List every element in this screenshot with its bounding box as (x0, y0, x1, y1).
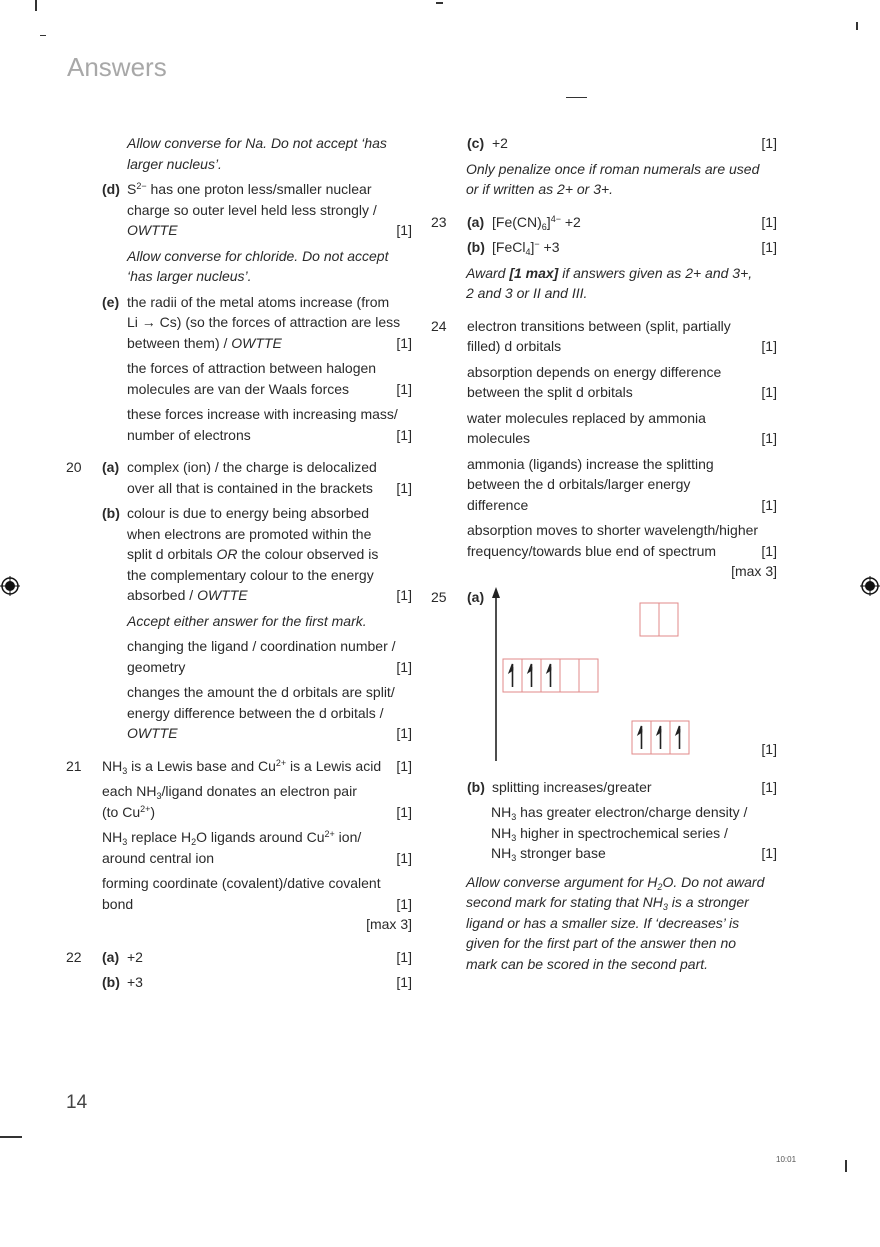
mark-badge: [1] (396, 757, 412, 774)
page-number: 14 (66, 1092, 88, 1113)
crop-mark (566, 97, 587, 98)
question-21: 21 $NH_3$ is a Lewis base and $Cu^{2+}$ is a Lewis acid [1] each $NH_3$/ligand donates an electron pair (to $Cu^{2+}$) [1] $NH_3$ replace $H_2O$ ligands around $Cu^{2+}$ ion/ around central ion [1] forming coordinate (covalent)/dative covalent bond [1] [max 3] (66, 756, 412, 935)
part-label: (c) (467, 135, 485, 151)
part-label: (a) (102, 459, 120, 475)
mark-badge: [1] (761, 338, 777, 354)
mark-badge: [1] (761, 213, 777, 230)
part-label: (b) (102, 505, 120, 521)
question-number: 23 (431, 213, 447, 230)
crop-mark (40, 35, 46, 36)
crop-mark (856, 22, 858, 30)
mark-badge: [1] (761, 740, 777, 757)
max-marks: [max 3] (731, 563, 777, 579)
question-25-b: (b) splitting increases/greater [1] (431, 777, 777, 798)
mark-badge: [1] (396, 334, 412, 351)
mark-badge: [1] (396, 849, 412, 866)
converse-argument-note: Allow converse argument for $H_2O$. Do not award second mark for stating that $NH_3$ is a stronger ligand or has a smaller size. If ‘decreases’ is given for the first part of the answer then no mark can be scored in the second part. (466, 873, 765, 972)
orbital-box (579, 659, 598, 692)
mark-badge: [1] (396, 380, 412, 397)
electron-arrow-icon (529, 664, 532, 687)
crop-mark (845, 1160, 847, 1172)
electron-arrow-icon (510, 664, 513, 687)
question-24: 24 electron transitions between (split, partially filled) d orbitals [1] absorption depends on energy difference between the split d orbitals [1] water molecules replaced by ammonia molecules [1] ammonia (ligands) increase the splitting between the d orbitals/larger energy difference [1] absorption moves to shorter wavelength/higher frequency/towards blue end of spectrum [1] [max 3] (431, 316, 777, 582)
mark-badge: [1] (761, 496, 777, 513)
question-20-b: (b) colour is due to energy being absorbed when electrons are promoted within the split d orbitals OR the colour observed is the complementary colour to the energy absorbed / OWTTE [1] Accept either answer for the first mark. changing the ligand / coordination number / geometry [1] changes the amount the d orbitals are split/ energy difference between the d orbitals / OWTTE [1] (66, 503, 412, 744)
mark-badge: [1] (396, 658, 412, 675)
answer-d: (d) $S^{2-}$ has one proton less/smaller nuclear charge so outer level held less strongly / OWTTE [1] Allow converse for chloride. Do not accept ‘has larger nucleus’. (102, 181, 412, 284)
question-20: 20 (a) complex (ion) / the charge is delocalized over all that is contained in the brackets [1] (66, 457, 412, 498)
mark-badge: [1] (761, 778, 777, 795)
mark-badge: [1] (396, 948, 412, 965)
mark-badge: [1] (761, 135, 777, 151)
registration-mark-left (0, 576, 20, 596)
crop-mark (436, 2, 443, 4)
award-note: Award [1 max] if answers given as 2+ and 3+, 2 and 3 or II and III. (466, 264, 753, 301)
question-22-c: (c) +2 [1] (431, 133, 777, 154)
mark-badge: [1] (396, 725, 412, 741)
part-label: (a) (467, 588, 485, 605)
mark-badge: [1] (761, 430, 777, 446)
mark-badge: [1] (761, 845, 777, 861)
right-column (431, 133, 777, 974)
electron-arrow-icon (677, 726, 680, 749)
question-23-b: (b) [FeCl$_4$]− +3 [1] (467, 239, 777, 257)
mark-badge: [1] (761, 239, 777, 255)
part-label: (a) (102, 948, 120, 965)
orbital-box (640, 603, 659, 636)
question-25 (431, 587, 777, 777)
mark-badge: [1] (761, 384, 777, 400)
energy-axis-arrowhead (492, 587, 500, 598)
question-number: 24 (431, 317, 447, 334)
max-marks: [max 3] (366, 916, 412, 932)
question-number: 22 (66, 948, 82, 965)
mark-badge: [1] (396, 803, 412, 820)
question-22-b: (b) +3 [1] (66, 972, 412, 993)
orbital-box (659, 603, 678, 636)
mark-badge: [1] (396, 479, 412, 496)
electron-arrow-icon (658, 726, 661, 749)
question-number: 25 (431, 588, 447, 605)
mark-badge: [1] (396, 426, 412, 443)
page-title: Answers (67, 52, 167, 82)
part-label: (a) (467, 213, 485, 230)
mark-badge: [1] (761, 542, 777, 559)
answer-e: (e) the radii of the metal atoms increase (from Li → Cs) (so the forces of attraction are less between them) / OWTTE [1] the forces of attraction between halogen molecules are van der Waals forces [1] these forces increase with increasing mass/ number of electrons [1] (66, 292, 412, 446)
orbital-splitting-diagram (465, 587, 777, 767)
left-column (66, 133, 412, 998)
part-label: (e) (102, 293, 120, 310)
electron-arrow-icon (548, 664, 551, 687)
question-number: 20 (66, 459, 82, 475)
roman-numerals-note: Only penalize once if roman numerals are used or if written as 2+ or 3+. (466, 160, 760, 197)
part-label: (d) (102, 181, 120, 197)
mark-badge: [1] (396, 222, 412, 238)
part-label: (b) (102, 974, 120, 990)
question-25-b-explanation: $NH_3$ has greater electron/charge density / $NH_3$ higher in spectrochemical series / $NH_3$ stronger base [1] (491, 804, 777, 863)
question-22: 22 (a) +2 [1] (66, 947, 412, 968)
question-number: 21 (66, 757, 82, 774)
electron-arrow-icon (639, 726, 642, 749)
part-label: (b) (467, 239, 485, 255)
orbital-box (560, 659, 579, 692)
crop-mark (0, 1136, 22, 1138)
footer-code: 10:01 (776, 1155, 797, 1164)
registration-mark-right (860, 576, 880, 596)
crop-mark (35, 0, 37, 11)
mark-badge: [1] (396, 974, 412, 990)
mark-badge: [1] (396, 895, 412, 912)
converse-note: Allow converse for Na. Do not accept ‘has larger nucleus’. (127, 135, 387, 172)
question-23: 23 (a) $[Fe(CN)_6]^{4-} +2$ [1] (431, 213, 777, 232)
part-label: (b) (467, 778, 485, 795)
mark-badge: [1] (396, 587, 412, 603)
